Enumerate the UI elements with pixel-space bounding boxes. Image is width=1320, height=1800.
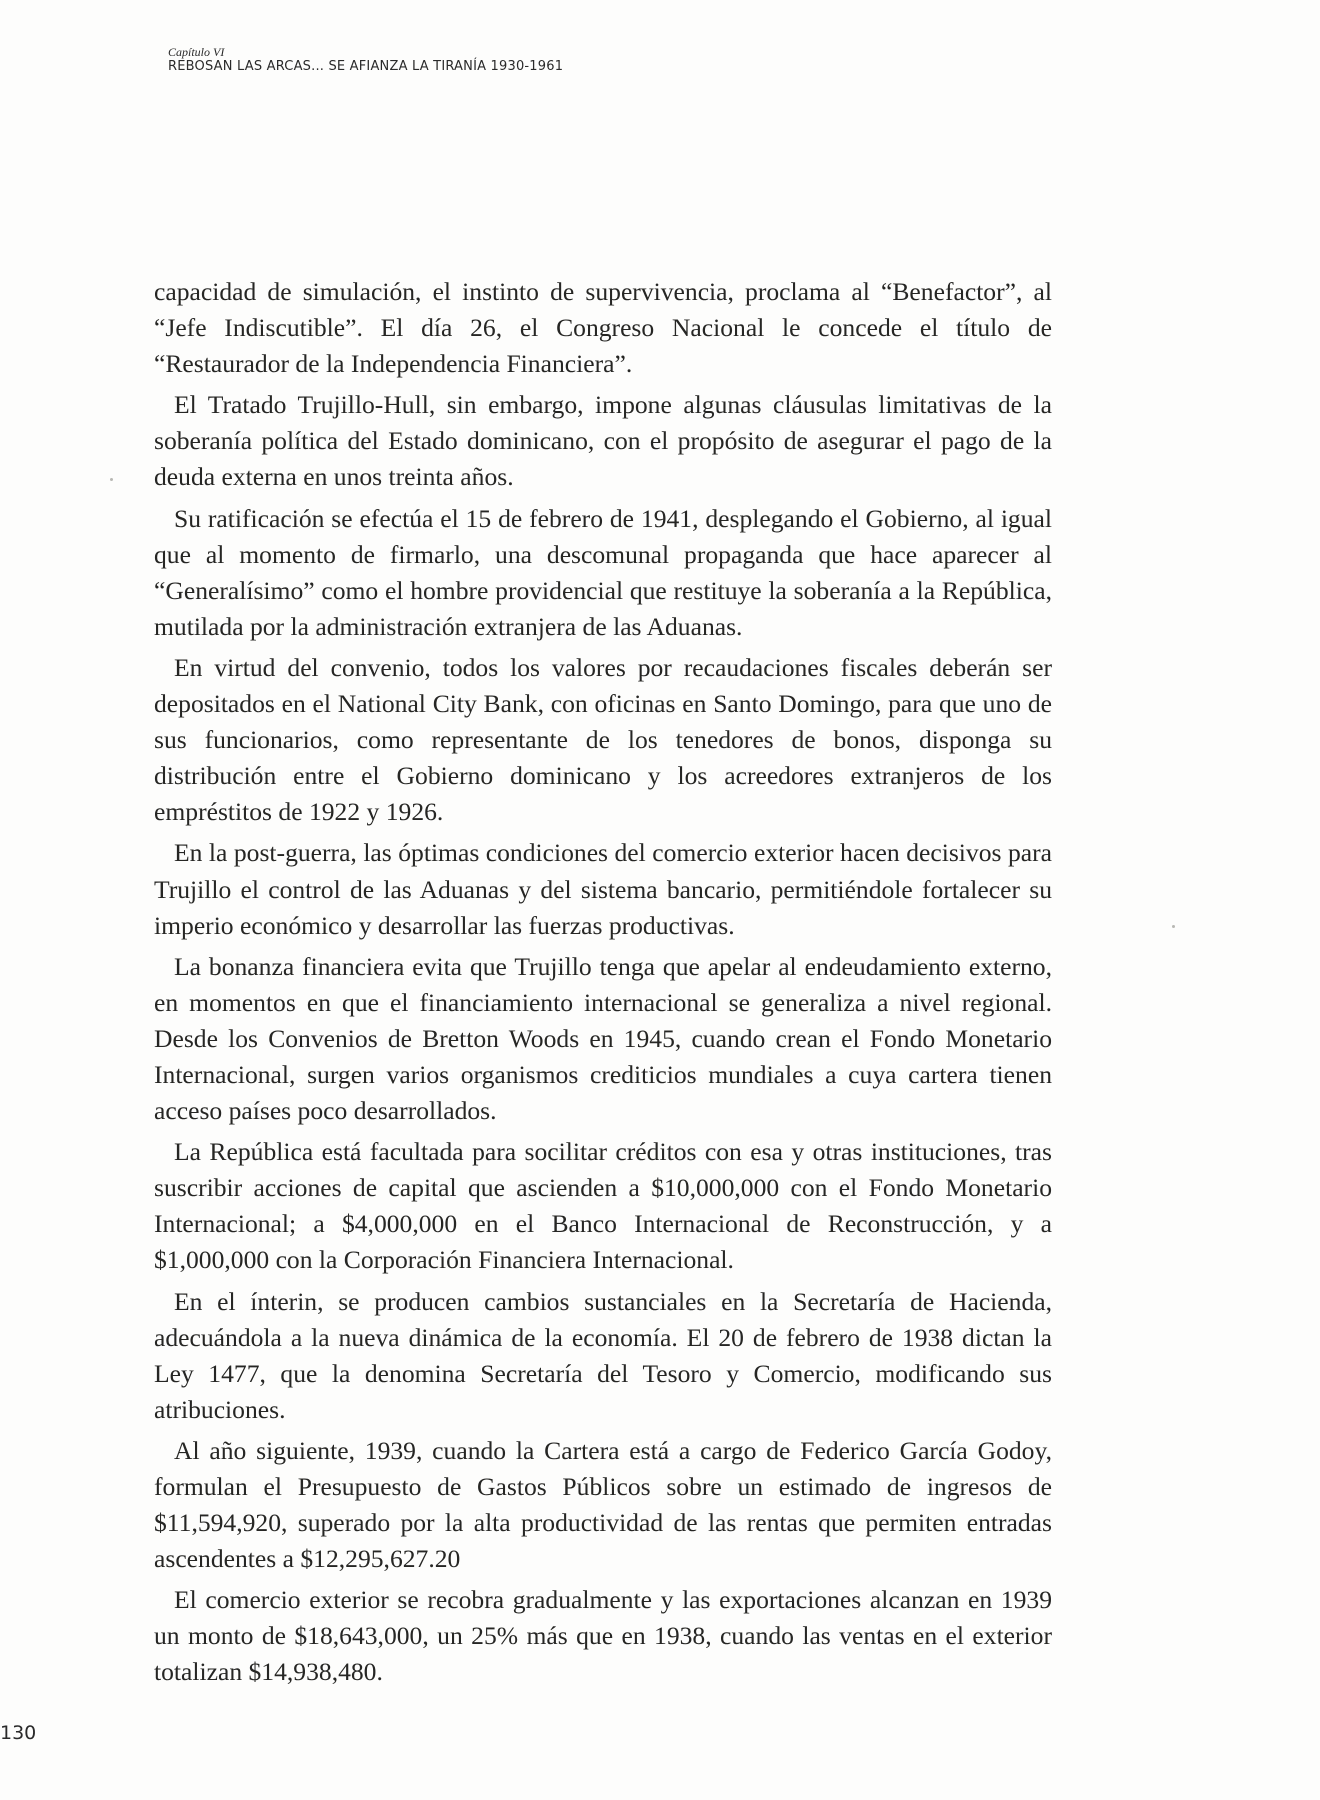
running-head xyxy=(168,46,563,73)
paragraph: Al año siguiente, 1939, cuando la Cartera está a cargo de Federico García Godoy, formulan el Presupuesto de Gastos Públicos sobre un estimado de ingresos de $11,594,920, superado por la alta productividad de las rentas que permiten entradas ascendentes a $12,295,627.20 xyxy=(154,1435,1052,1574)
paragraph: El Tratado Trujillo-Hull, sin embargo, impone algunas cláusulas limitativas de la soberanía política del Estado dominicano, con el propósito de asegurar el pago de la deuda externa en unos treinta años. xyxy=(154,390,1052,492)
body-text xyxy=(154,274,1052,1696)
paragraph: El comercio exterior se recobra gradualmente y las exportaciones alcanzan en 1939 un monto de $18,643,000, un 25% más que en 1938, cuando las ventas en el exterior totalizan $14,938,480. xyxy=(154,1585,1052,1687)
scan-speck xyxy=(110,478,113,481)
paragraph: En el ínterin, se producen cambios sustanciales en la Secretaría de Hacienda, adecuándola a la nueva dinámica de la economía. El 20 de febrero de 1938 dictan la Ley 1477, que la denomina Secretaría del Tesoro y Comercio, modificando sus atribuciones. xyxy=(154,1286,1052,1424)
scan-speck xyxy=(1172,925,1175,928)
paragraph: En virtud del convenio, todos los valores por recaudaciones fiscales deberán ser depositados en el National City Bank, con oficinas en Santo Domingo, para que uno de sus funcionarios, como representante de los tenedores de bonos, disponga su distribución entre el Gobierno dominicano y los acreedores extranjeros de los empréstitos de 1922 y 1926. xyxy=(154,652,1052,827)
paragraph: capacidad de simulación, el instinto de supervivencia, proclama al “Benefactor”, al “Jefe Indiscutible”. El día 26, el Congreso Nacional le concede el título de “Restaurador de la Independencia Financiera”. xyxy=(154,277,1052,379)
paragraph: Su ratificación se efectúa el 15 de febrero de 1941, desplegando el Gobierno, al igual que al momento de firmarlo, una descomunal propaganda que hace aparecer al “Generalísimo” como el hombre providencial que restituye la soberanía a la República, mutilada por la administración extranjera de las Aduanas. xyxy=(154,503,1052,641)
section-title: REBOSAN LAS ARCAS... SE AFIANZA LA TIRANÍA 1930-1961 xyxy=(168,59,564,74)
paragraph: La bonanza financiera evita que Trujillo tenga que apelar al endeudamiento externo, en momentos en que el financiamiento internacional se generaliza a nivel regional. Desde los Convenios de Bretton Woods en 1945, cuando crean el Fondo Monetario Internacional, surgen varios organismos crediticios mundiales a cuya cartera tienen acceso países poco desarrollados. xyxy=(154,951,1052,1126)
page-number: 130 xyxy=(0,1722,37,1744)
chapter-label: Capítulo VI xyxy=(168,45,225,59)
paragraph: En la post-guerra, las óptimas condiciones del comercio exterior hacen decisivos para Trujillo el control de las Aduanas y del sistema bancario, permitiéndole fortalecer su imperio económico y desarrollar las fuerzas productivas. xyxy=(154,838,1052,940)
paragraph: La República está facultada para socilitar créditos con esa y otras instituciones, tras suscribir acciones de capital que ascienden a $10,000,000 con el Fondo Monetario Internacional; a $4,000,000 en el Banco Internacional de Reconstrucción, y a $1,000,000 con la Corporación Financiera Internacional. xyxy=(154,1137,1052,1275)
